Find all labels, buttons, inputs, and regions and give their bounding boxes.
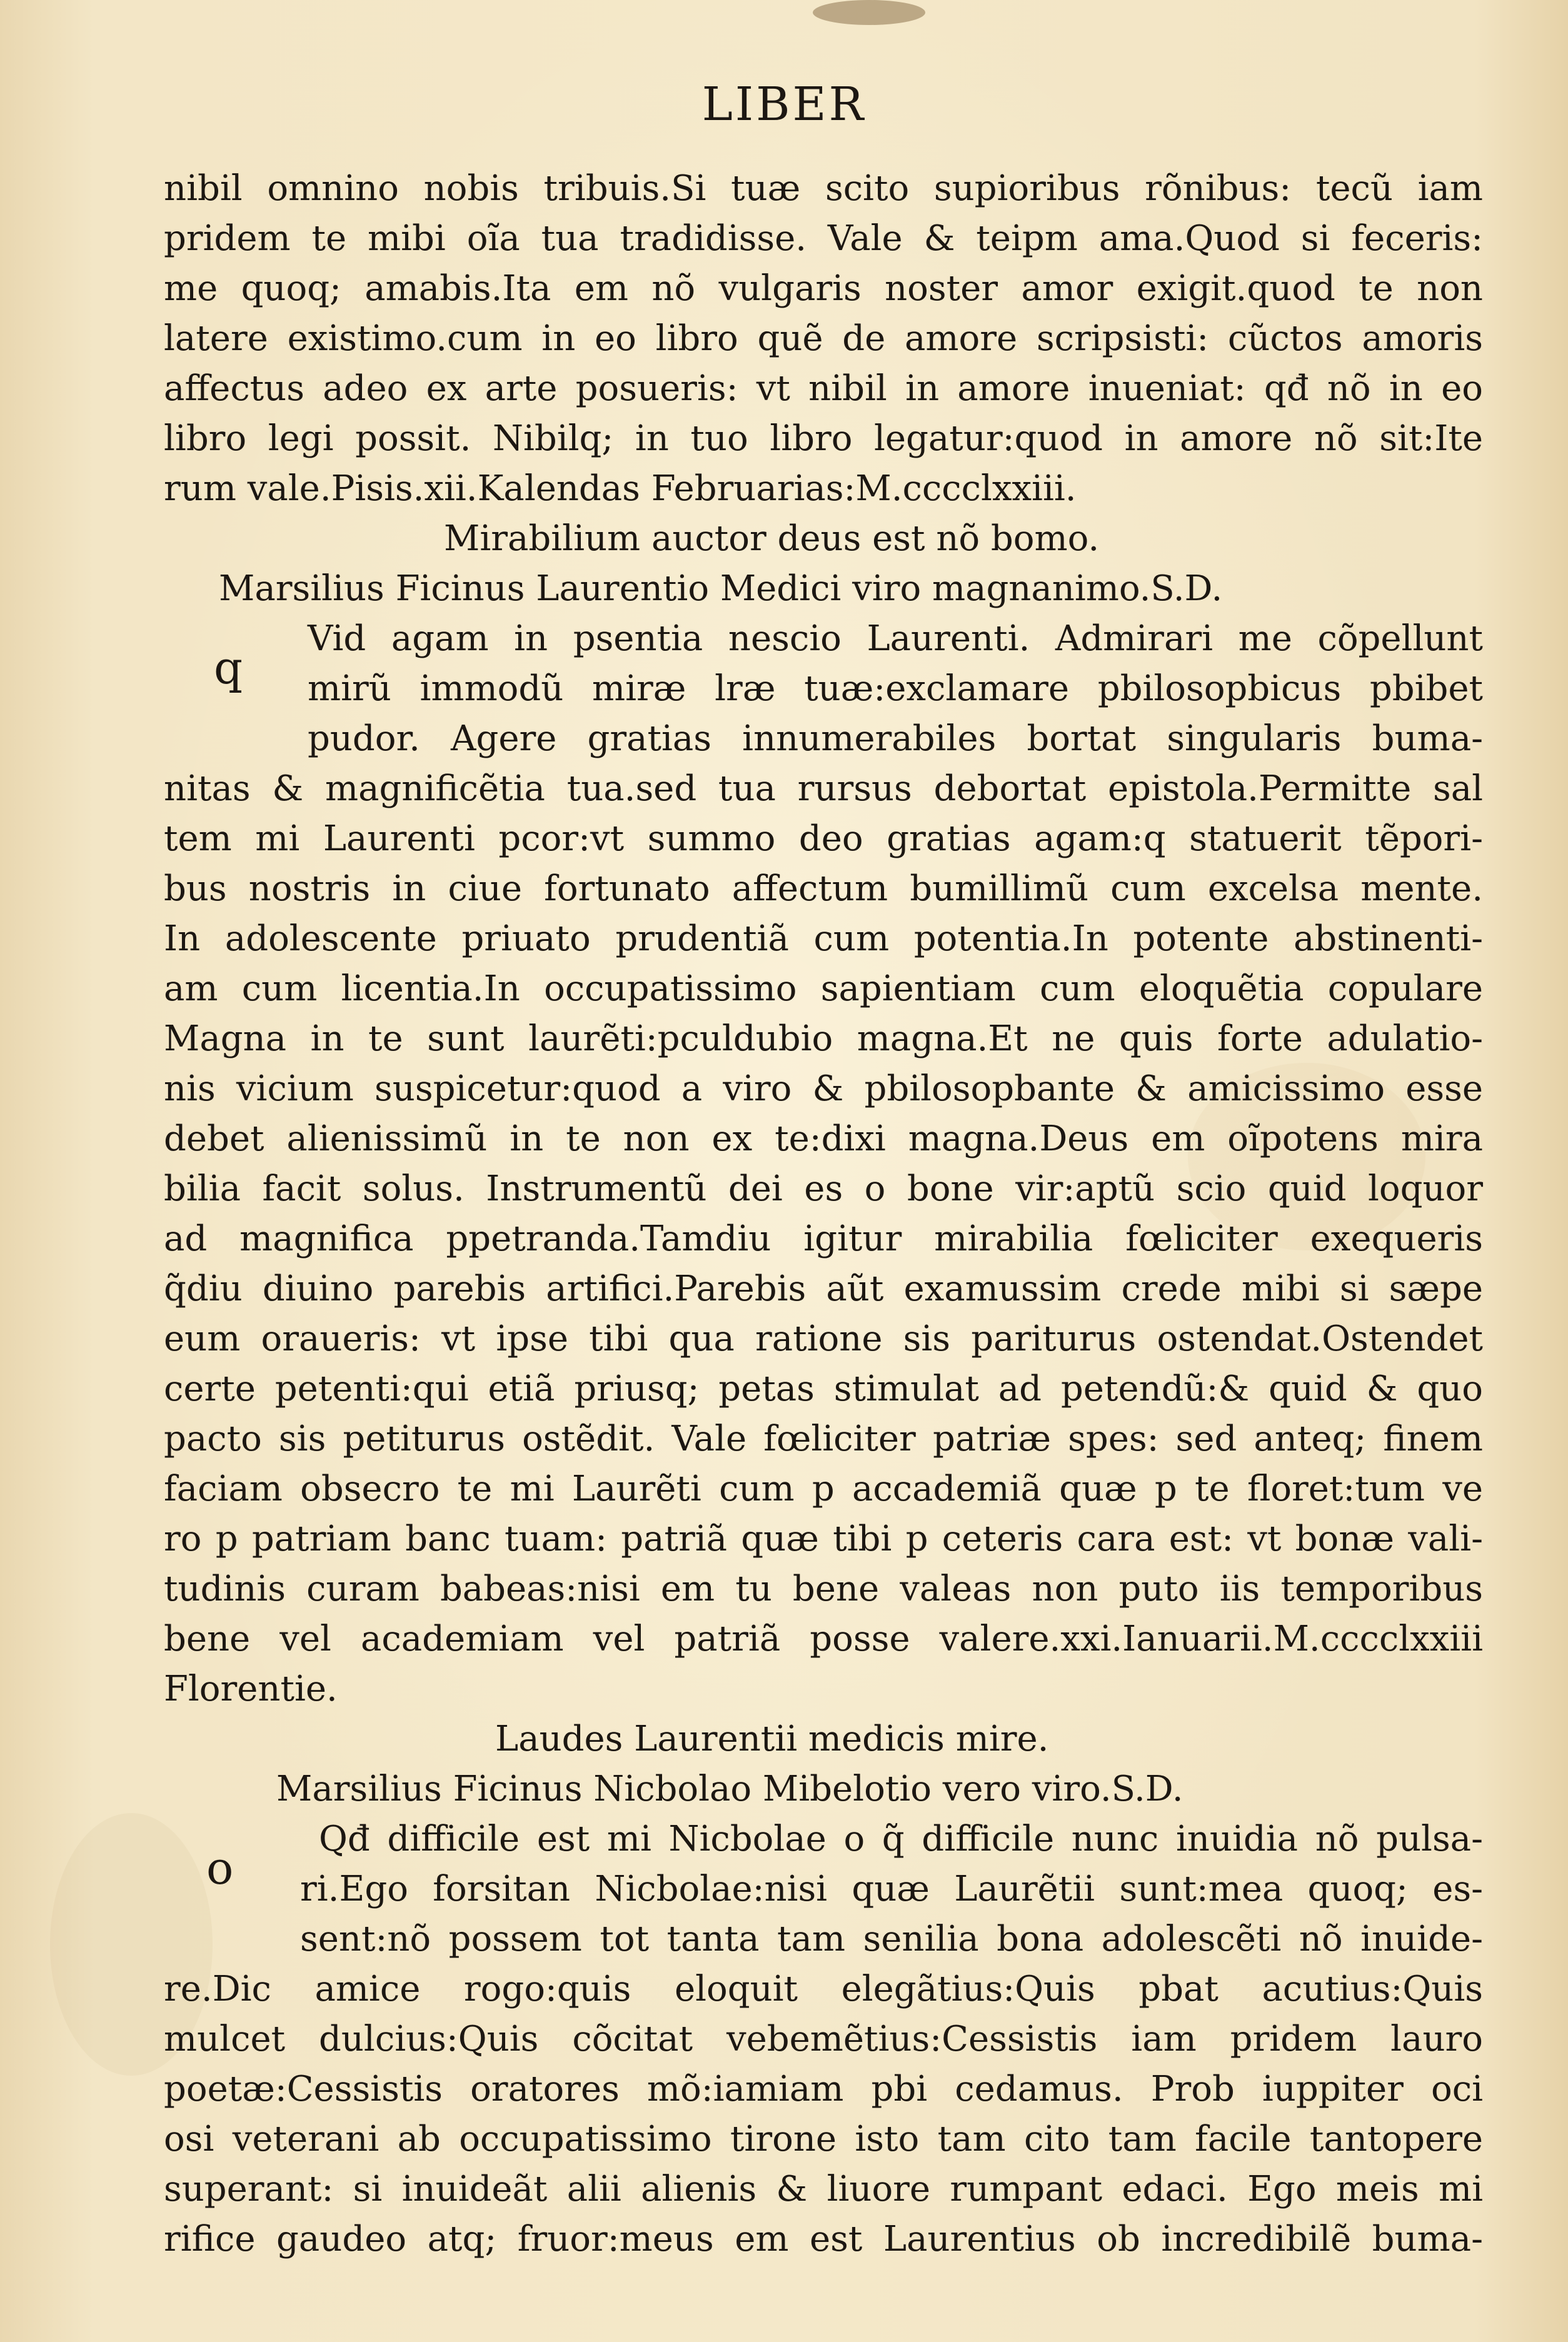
- text-line: nitas & magnificẽtia tua.sed tua rursus debortat epistola.Permitte sal: [164, 768, 1483, 809]
- text-line: certe petenti:qui etiã priusq; petas stimulat ad petendũ:& quid & quo: [164, 1369, 1483, 1409]
- paper-stain: [813, 0, 925, 25]
- text-line: faciam obsecro te mi Laurẽti cum p accademiã quæ p te floret:tum ve: [164, 1469, 1483, 1509]
- text-line: pudor. Agere gratias innumerabiles bortat singularis buma-: [308, 718, 1483, 759]
- text-line: q̃diu diuino parebis artifici.Parebis aũt examussim crede mibi si sæpe: [164, 1269, 1483, 1309]
- letter-heading: Laudes Laurentii medicis mire.: [495, 1719, 1049, 1759]
- guide-letter: o: [206, 1842, 234, 1894]
- text-line: debet alienissimũ in te non ex te:dixi magna.Deus em oĩpotens mira: [164, 1118, 1483, 1159]
- text-line: re.Dic amice rogo:quis eloquit elegãtius:Quis pbat acutius:Quis: [164, 1969, 1483, 2009]
- text-line: latere existimo.cum in eo libro quẽ de amore scripsisti: cũctos amoris: [164, 318, 1483, 359]
- letter-salutation: Marsilius Ficinus Nicbolao Mibelotio vero viro.S.D.: [276, 1769, 1184, 1809]
- text-line: eum oraueris: vt ipse tibi qua ratione sis pariturus ostendat.Ostendet: [164, 1319, 1483, 1359]
- text-line: sent:nõ possem tot tanta tam senilia bona adolescẽti nõ inuide-: [300, 1919, 1483, 1959]
- text-line: tem mi Laurenti pcor:vt summo deo gratias agam:q statuerit tẽpori-: [164, 818, 1483, 859]
- letter-salutation: Marsilius Ficinus Laurentio Medici viro magnanimo.S.D.: [219, 568, 1223, 609]
- text-line: am cum licentia.In occupatissimo sapientiam cum eloquẽtia copulare: [164, 968, 1483, 1009]
- text-line: superant: si inuideãt alii alienis & liuore rumpant edaci. Ego meis mi: [164, 2169, 1483, 2209]
- text-line: Magna in te sunt laurẽti:pculdubio magna.Et ne quis forte adulatio-: [164, 1018, 1483, 1059]
- text-line: ro p patriam banc tuam: patriã quæ tibi p ceteris cara est: vt bonæ vali-: [164, 1519, 1483, 1559]
- text-line: ad magnifica ppetranda.Tamdiu igitur mirabilia fœliciter exequeris: [164, 1219, 1483, 1259]
- text-line: rifice gaudeo atq; fruor:meus em est Laurentius ob incredibilẽ buma-: [164, 2219, 1483, 2259]
- guide-letter: q: [214, 641, 243, 694]
- text-line: Qđ difficile est mi Nicbolae o q̃ difficile nunc inuidia nõ pulsa-: [319, 1819, 1483, 1859]
- text-line: nibil omnino nobis tribuis.Si tuæ scito supioribus rõnibus: tecũ iam: [164, 168, 1483, 209]
- text-line: Florentie.: [164, 1669, 338, 1709]
- text-line: Vid agam in psentia nescio Laurenti. Admirari me cõpellunt: [308, 618, 1483, 659]
- text-line: libro legi possit. Nibilq; in tuo libro legatur:quod in amore nõ sit:Ite: [164, 418, 1483, 459]
- text-line: rum vale.Pisis.xii.Kalendas Februarias:M.cccclxxiii.: [164, 468, 1077, 509]
- text-line: affectus adeo ex arte posueris: vt nibil in amore inueniat: qđ nõ in eo: [164, 368, 1483, 409]
- text-line: nis vicium suspicetur:quod a viro & pbilosopbante & amicissimo esse: [164, 1068, 1483, 1109]
- text-line: ri.Ego forsitan Nicbolae:nisi quæ Laurẽtii sunt:mea quoq; es-: [300, 1869, 1483, 1909]
- text-line: mulcet dulcius:Quis cõcitat vebemẽtius:Cessistis iam pridem lauro: [164, 2019, 1483, 2059]
- text-line: mirũ immodũ miræ lræ tuæ:exclamare pbilosopbicus pbibet: [308, 668, 1483, 709]
- text-line: In adolescente priuato prudentiã cum potentia.In potente abstinenti-: [164, 918, 1483, 959]
- text-line: pridem te mibi oĩa tua tradidisse. Vale & teipm ama.Quod si feceris:: [164, 218, 1483, 259]
- text-line: tudinis curam babeas:nisi em tu bene valeas non puto iis temporibus: [164, 1569, 1483, 1609]
- text-line: me quoq; amabis.Ita em nõ vulgaris noster amor exigit.quod te non: [164, 268, 1483, 309]
- text-line: bilia facit solus. Instrumentũ dei es o bone vir:aptũ scio quid loquor: [164, 1168, 1483, 1209]
- text-line: pacto sis petiturus ostẽdit. Vale fœliciter patriæ spes: sed anteq; finem: [164, 1419, 1483, 1459]
- text-line: poetæ:Cessistis oratores mõ:iamiam pbi cedamus. Prob iuppiter oci: [164, 2069, 1483, 2109]
- text-line: bene vel academiam vel patriã posse valere.xxi.Ianuarii.M.cccclxxiii: [164, 1619, 1483, 1659]
- text-line: bus nostris in ciue fortunato affectum bumillimũ cum excelsa mente.: [164, 868, 1483, 909]
- running-head: LIBER: [701, 78, 867, 131]
- text-line: osi veterani ab occupatissimo tirone isto tam cito tam facile tantopere: [164, 2119, 1483, 2159]
- letter-heading: Mirabilium auctor deus est nõ bomo.: [444, 518, 1100, 559]
